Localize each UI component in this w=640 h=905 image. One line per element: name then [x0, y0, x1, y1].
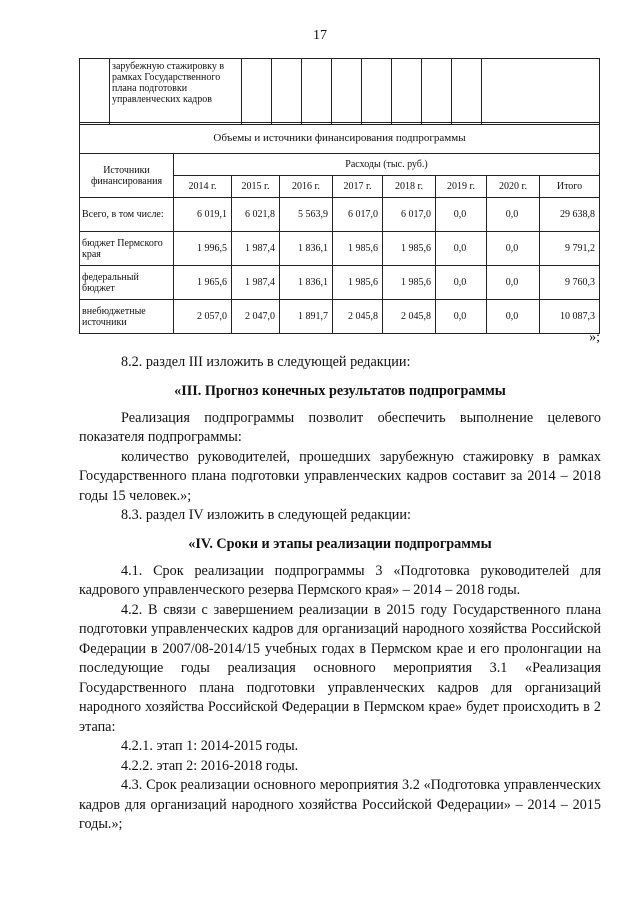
total-header: Итого — [540, 176, 600, 198]
year-header: 2015 г. — [232, 176, 280, 198]
value-cell: 0,0 — [436, 300, 487, 334]
row-label-cell: зарубежную стажировку в рамках Государственного плана подготовки управленческих кадров — [110, 59, 242, 125]
sources-header: Источники финансирования — [80, 154, 174, 198]
page-number: 17 — [313, 28, 327, 43]
financing-table — [79, 122, 600, 334]
table-caption: Объемы и источники финансирования подпрограммы — [80, 123, 600, 154]
value-cell: 0,0 — [487, 300, 540, 334]
value-cell: 2 045,8 — [333, 300, 383, 334]
source-cell: внебюджетные источники — [80, 300, 174, 334]
value-cell: 0,0 — [487, 266, 540, 300]
value-cell: 6 021,8 — [232, 198, 280, 232]
year-header: 2020 г. — [487, 176, 540, 198]
source-cell: бюджет Пермского края — [80, 232, 174, 266]
paragraph: 4.2.1. этап 1: 2014-2015 годы. — [121, 738, 299, 754]
value-cell: 6 019,1 — [174, 198, 232, 232]
paragraph: Реализация подпрограммы позволит обеспечить выполнение целевого показателя подпрограммы: — [79, 409, 601, 445]
expenses-header: Расходы (тыс. руб.) — [174, 154, 600, 176]
paragraph: 4.1. Срок реализации подпрограммы 3 «Подготовка руководителей для кадрового управленческого резерва Пермского края» – 2014 – 2018 годы. — [79, 562, 601, 598]
value-cell: 0,0 — [436, 266, 487, 300]
table-row — [80, 266, 600, 300]
section-heading: «III. Прогноз конечных результатов подпрограммы — [174, 382, 506, 399]
table-cell — [272, 59, 302, 125]
value-cell: 1 965,6 — [174, 266, 232, 300]
value-cell: 2 045,8 — [383, 300, 436, 334]
value-cell: 5 563,9 — [280, 198, 333, 232]
year-header: 2016 г. — [280, 176, 333, 198]
paragraph: 4.2.2. этап 2: 2016-2018 годы. — [121, 757, 299, 774]
total-cell: 10 087,3 — [540, 300, 600, 334]
value-cell: 6 017,0 — [333, 198, 383, 232]
value-cell: 1 987,4 — [232, 232, 280, 266]
table-cell — [452, 59, 482, 125]
table-cell — [362, 59, 392, 125]
value-cell: 1 985,6 — [383, 232, 436, 266]
paragraph: 8.3. раздел IV изложить в следующей редакции: — [121, 507, 411, 523]
paragraph: 4.2. В связи с завершением реализации в 2015 году Государственного плана подготовки управленческих кадров для организаций народного хозяйства Российской Федерации в 2007/08-2014/15 учебных годах в Пермском крае и его пролонгации на последующие годы реализация основного мероприятия 3.1 «Реализация Государственного плана подготовки управленческих кадров для организаций народного хозяйства Российской Федерации в Пермском крае» будет происходить в 2 этапа: — [79, 601, 601, 735]
source-cell: Всего, в том числе: — [80, 198, 174, 232]
table-row — [80, 300, 600, 334]
section-heading: «IV. Сроки и этапы реализации подпрограммы — [188, 535, 492, 552]
table-cell — [332, 59, 362, 125]
value-cell: 1 985,6 — [333, 232, 383, 266]
paragraph: 4.3. Срок реализации основного мероприятия 3.2 «Подготовка управленческих кадров для организаций народного хозяйства Российской Федерации» – 2014 – 2015 годы.»; — [79, 777, 601, 832]
value-cell: 1 987,4 — [232, 266, 280, 300]
table-cell — [482, 59, 600, 125]
year-header: 2014 г. — [174, 176, 232, 198]
value-cell: 2 057,0 — [174, 300, 232, 334]
value-cell: 1 836,1 — [280, 266, 333, 300]
value-cell: 0,0 — [487, 198, 540, 232]
value-cell: 6 017,0 — [383, 198, 436, 232]
value-cell: 0,0 — [436, 198, 487, 232]
table-caption-row — [80, 123, 600, 154]
table-row — [80, 59, 600, 125]
closing-mark: »; — [589, 330, 600, 345]
top-continuation-table — [79, 58, 600, 125]
value-cell: 1 996,5 — [174, 232, 232, 266]
total-cell: 9 791,2 — [540, 232, 600, 266]
document-body — [79, 345, 601, 835]
value-cell: 0,0 — [436, 232, 487, 266]
table-cell — [242, 59, 272, 125]
source-cell: федеральный бюджет — [80, 266, 174, 300]
total-cell: 29 638,8 — [540, 198, 600, 232]
value-cell: 1 985,6 — [333, 266, 383, 300]
table-cell — [422, 59, 452, 125]
value-cell: 1 985,6 — [383, 266, 436, 300]
value-cell: 0,0 — [487, 232, 540, 266]
table-cell — [392, 59, 422, 125]
table-cell — [80, 59, 110, 125]
paragraph: количество руководителей, прошедших зарубежную стажировку в рамках Государственного плана подготовки управленческих кадров составит за 2014 – 2018 годы 15 человек.»; — [79, 448, 601, 504]
paragraph: 8.2. раздел III изложить в следующей редакции: — [121, 354, 411, 370]
year-header: 2019 г. — [436, 176, 487, 198]
value-cell: 1 836,1 — [280, 232, 333, 266]
year-header: 2018 г. — [383, 176, 436, 198]
table-row — [80, 198, 600, 232]
table-row — [80, 232, 600, 266]
total-cell: 9 760,3 — [540, 266, 600, 300]
table-cell — [302, 59, 332, 125]
year-header: 2017 г. — [333, 176, 383, 198]
table-header-row — [80, 154, 600, 176]
value-cell: 2 047,0 — [232, 300, 280, 334]
value-cell: 1 891,7 — [280, 300, 333, 334]
